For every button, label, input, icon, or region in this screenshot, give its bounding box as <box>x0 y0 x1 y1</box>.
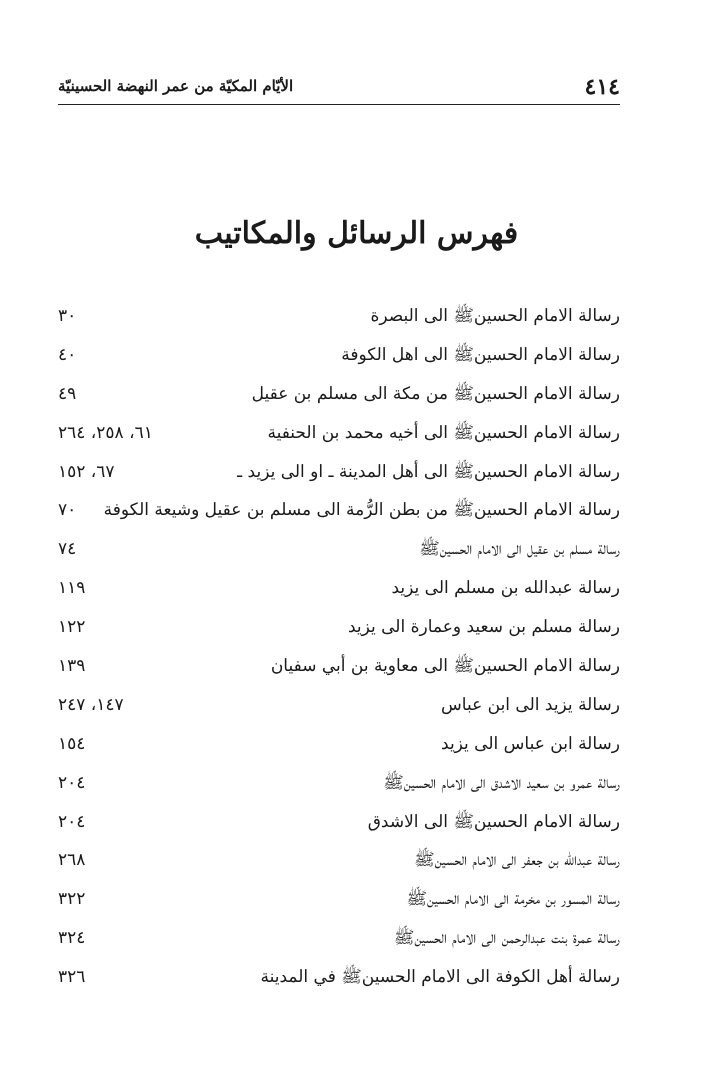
entry-title: رسالة الامام الحسين‏ﷺ الى الاشدق <box>367 811 620 832</box>
entry-title: رسالة الامام الحسين‏ﷺ الى معاوية بن أبي سفيان <box>270 656 620 677</box>
entry-title: رسالة أهل الكوفة الى الامام الحسين‏ﷺ في المدينة <box>260 967 620 988</box>
entry-page-numbers: ١٥٤ <box>58 733 86 754</box>
entry-title: رسالة عمرو بن سعيد الاشدق الى الامام الحسين‏ﷺ <box>383 772 620 793</box>
entry-title: رسالة ابن عباس الى يزيد <box>441 733 620 754</box>
entry-page-numbers: ٣٢٤ <box>58 928 86 949</box>
entry-page-numbers: ٧٠ <box>58 500 77 521</box>
entry-page-numbers: ٦٧، ١٥٢ <box>58 461 115 482</box>
index-entry <box>58 926 620 965</box>
entry-title: رسالة الامام الحسين‏ﷺ الى أهل المدينة ـ او الى يزيد ـ <box>237 461 620 482</box>
index-entry <box>58 654 620 693</box>
entry-title: رسالة عبدالله بن جعفر الى الامام الحسين‏ﷺ <box>414 850 620 871</box>
entry-title: رسالة عبدالله بن مسلم الى يزيد <box>391 578 620 599</box>
running-header <box>58 72 620 105</box>
entry-page-numbers: ٤٩ <box>58 383 77 404</box>
index-entry <box>58 771 620 810</box>
entry-title: رسالة مسلم بن سعيد وعمارة الى يزيد <box>347 617 620 638</box>
entry-page-numbers: ٣٢٢ <box>58 889 86 910</box>
index-entry <box>58 382 620 421</box>
entry-title: رسالة مسلم بن عقيل الى الامام الحسين‏ﷺ <box>419 539 620 560</box>
entry-title: رسالة المسور بن مخرمة الى الامام الحسين‏ﷺ <box>406 889 620 910</box>
entry-page-numbers: ٢٠٤ <box>58 772 86 793</box>
book-title: الأيّام المكيّة من عمر النهضة الحسينيّة <box>58 77 294 95</box>
index-entry <box>58 615 620 654</box>
index-entry <box>58 343 620 382</box>
entry-page-numbers: ٣٠ <box>58 306 77 326</box>
entry-title: رسالة الامام الحسين‏ﷺ من بطن الرُّمة الى مسلم بن عقيل وشيعة الكوفة <box>103 500 620 521</box>
index-entry <box>58 576 620 615</box>
index-entry <box>58 693 620 732</box>
entry-title: رسالة الامام الحسين‏ﷺ الى اهل الكوفة <box>341 344 620 365</box>
index-entry <box>58 498 620 537</box>
entry-page-numbers: ١١٩ <box>58 578 86 599</box>
entry-page-numbers: ٢٦٨ <box>58 850 86 871</box>
entry-page-numbers: ١٣٩ <box>58 656 86 677</box>
index-entry <box>58 810 620 849</box>
entry-page-numbers: ٦١، ٢٥٨، ٢٦٤ <box>58 422 153 443</box>
index-entry <box>58 887 620 926</box>
index-entry <box>58 732 620 771</box>
index-entries-list <box>58 304 620 1004</box>
entry-title: رسالة يزيد الى ابن عباس <box>441 694 620 715</box>
index-entry <box>58 965 620 1004</box>
index-entry <box>58 421 620 460</box>
index-title: فهرس الرسائل والمكاتيب <box>194 216 519 251</box>
index-entry <box>58 537 620 576</box>
entry-page-numbers: ١٤٧، ٢٤٧ <box>58 694 124 715</box>
index-entry <box>58 460 620 499</box>
entry-page-numbers: ١٢٢ <box>58 617 86 638</box>
entry-page-numbers: ٣٢٦ <box>58 967 86 988</box>
page-number: ٤١٤ <box>584 74 620 100</box>
index-entry <box>58 848 620 887</box>
index-entry <box>58 304 620 343</box>
entry-title: رسالة الامام الحسين‏ﷺ الى البصرة <box>370 306 620 326</box>
entry-page-numbers: ٤٠ <box>58 344 77 365</box>
entry-page-numbers: ٢٠٤ <box>58 811 86 832</box>
entry-title: رسالة الامام الحسين‏ﷺ الى أخيه محمد بن الحنفية <box>267 422 620 443</box>
entry-title: رسالة عمرة بنت عبدالرحمن الى الامام الحسين‏ﷺ <box>393 928 620 949</box>
entry-page-numbers: ٧٤ <box>58 539 77 560</box>
entry-title: رسالة الامام الحسين‏ﷺ من مكة الى مسلم بن عقيل <box>251 383 620 404</box>
